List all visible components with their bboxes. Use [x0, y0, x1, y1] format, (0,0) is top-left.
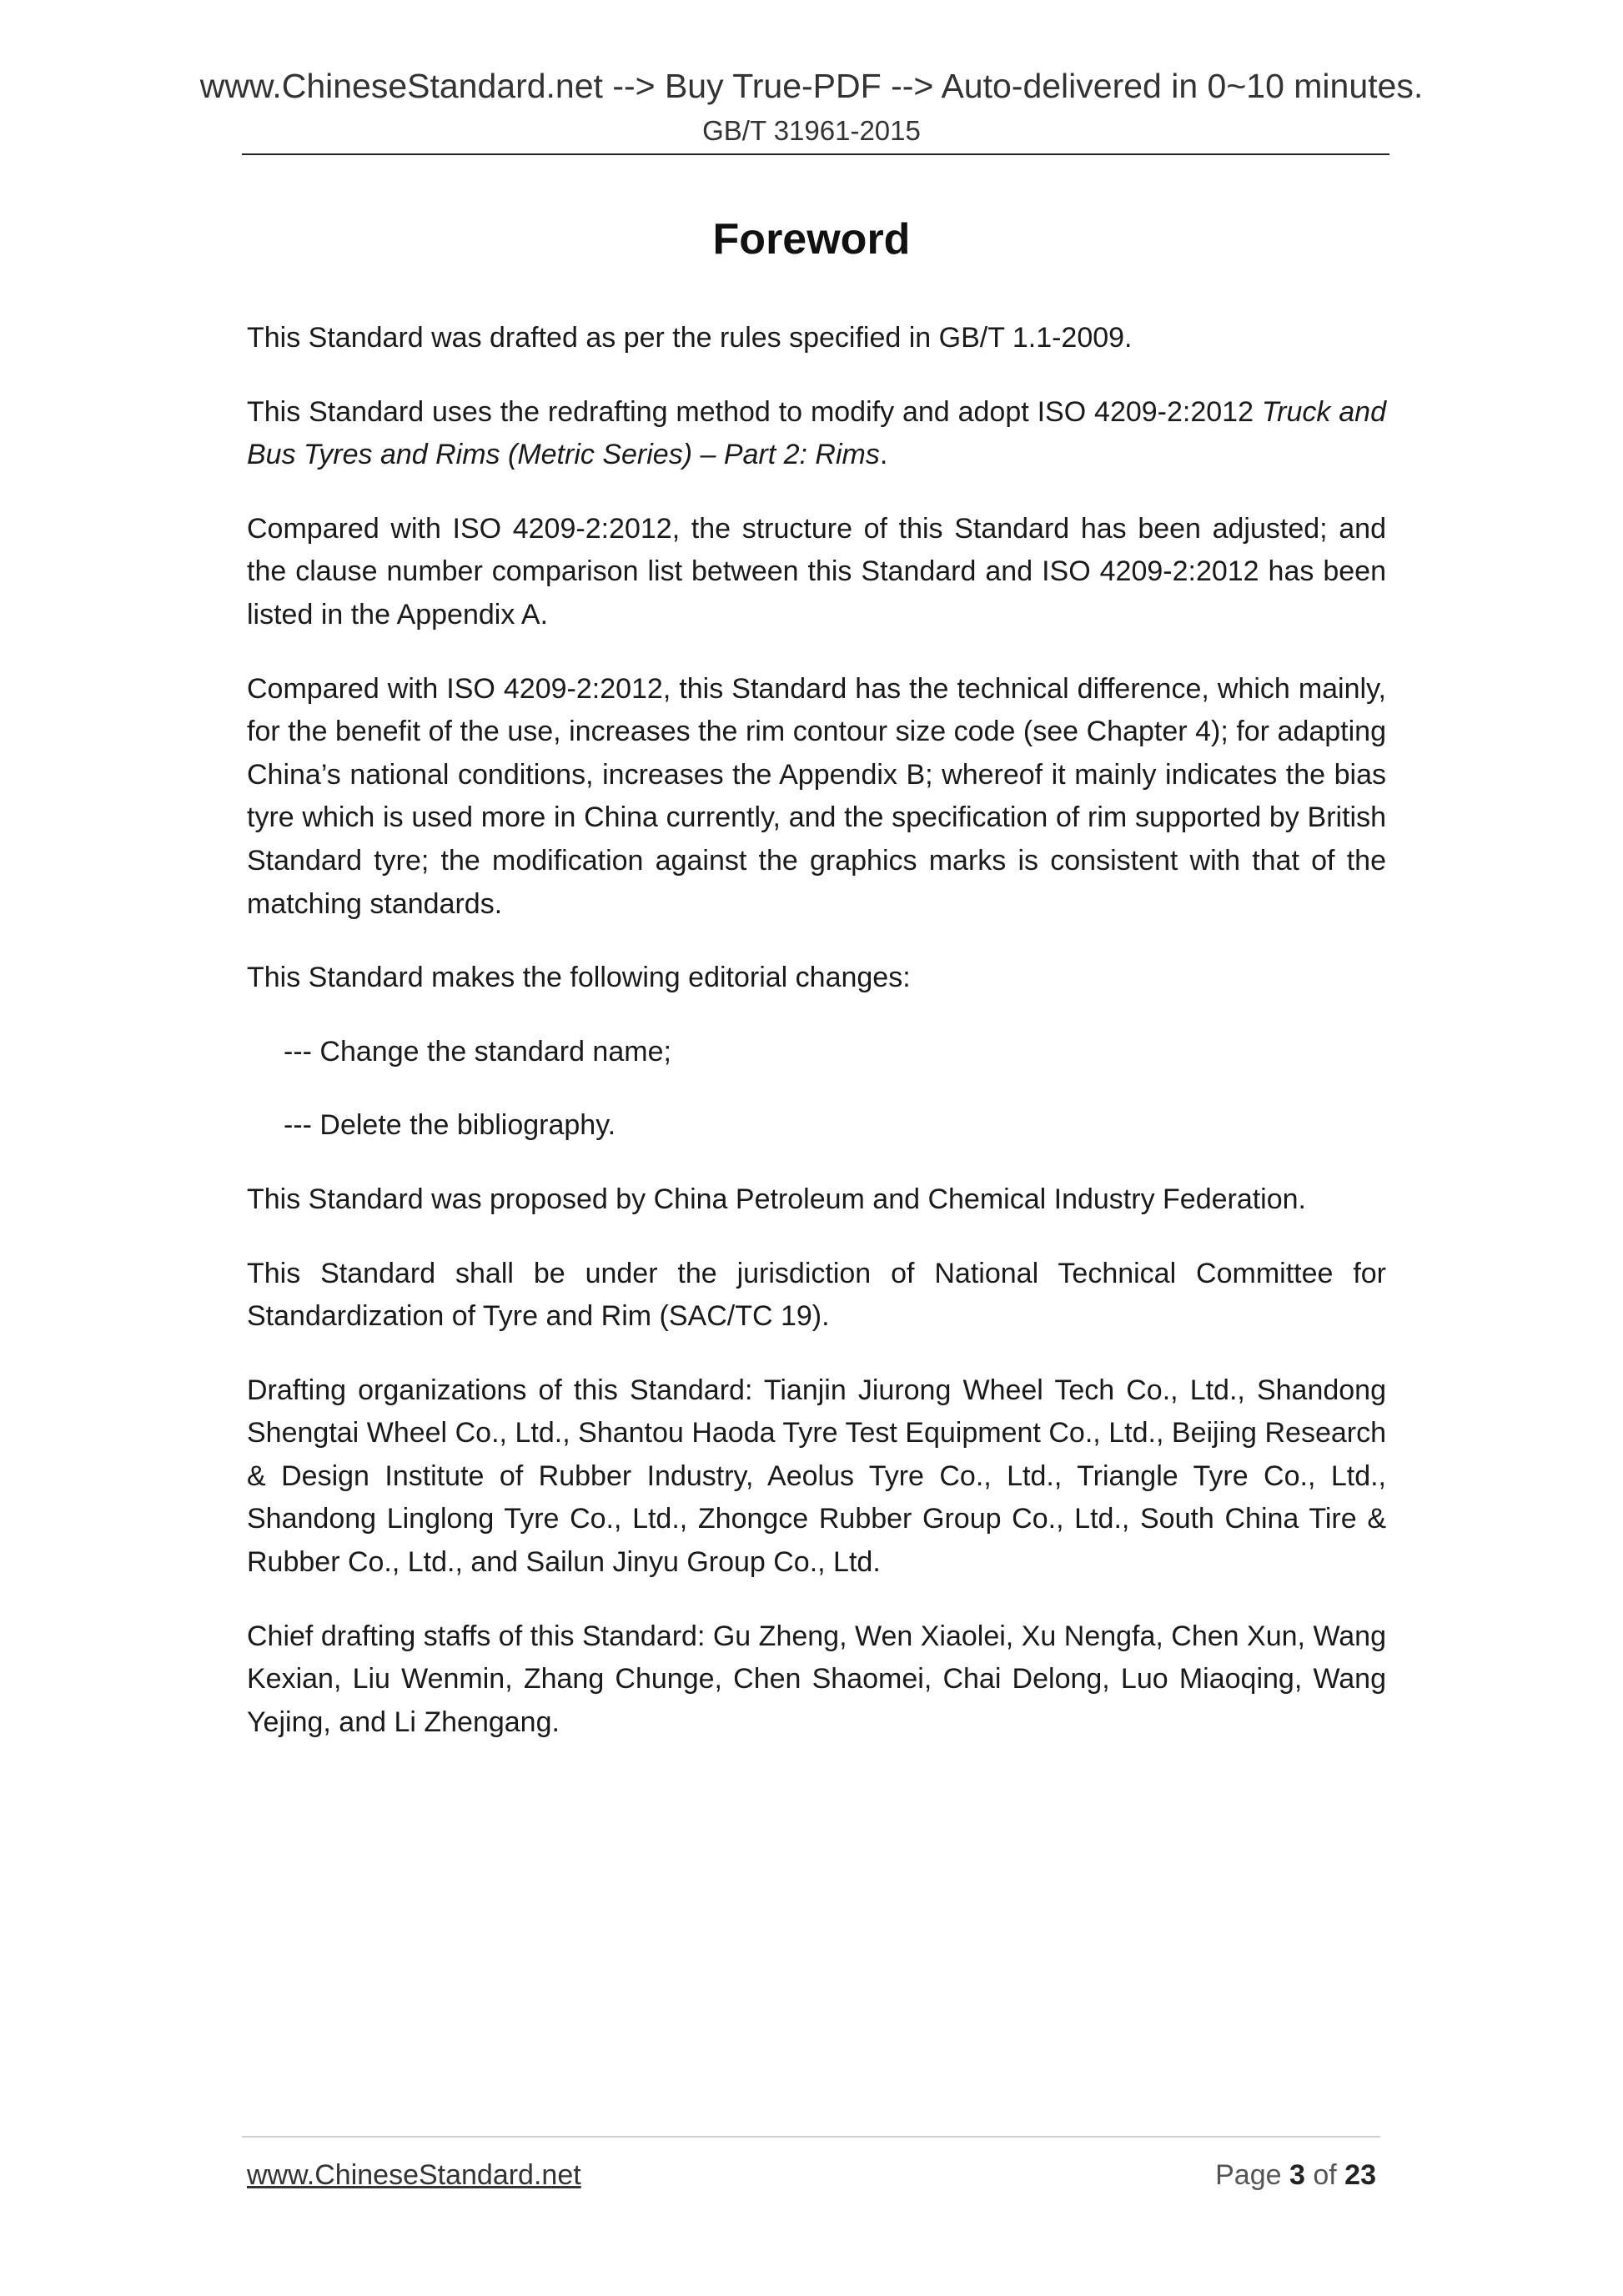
list-item-delete-bibliography: --- Delete the bibliography.	[284, 1109, 616, 1142]
paragraph-drafting-staff: Chief drafting staffs of this Standard: Gu Zheng, Wen Xiaolei, Xu Nengfa, Chen Xun, Wang Kexian, Liu Wenmin, Zhang Chunge, Chen Shaomei, Chai Delong, Luo Miaoqing, Wang Yejing, and Li Zhengang.	[247, 1620, 1386, 1738]
page-of: of	[1313, 2159, 1337, 2191]
list-item-change-name: --- Change the standard name;	[284, 1035, 671, 1068]
standard-code: GB/T 31961-2015	[702, 115, 921, 146]
page-number	[1215, 2157, 1376, 2193]
paragraph-jurisdiction: This Standard shall be under the jurisdiction of National Technical Committee for Standardization of Tyre and Rim (SAC/TC 19).	[247, 1257, 1386, 1333]
page-header	[0, 65, 1623, 148]
adoption-text: This Standard uses the redrafting method to modify and adopt ISO 4209-2:2012	[247, 395, 1262, 428]
paragraph-editorial-changes: This Standard makes the following editorial changes:	[247, 962, 911, 994]
footer-website-link[interactable]: www.ChineseStandard.net	[247, 2159, 581, 2191]
adoption-period: .	[879, 439, 888, 471]
foreword-body	[247, 317, 1386, 1775]
page-total: 23	[1344, 2159, 1376, 2191]
paragraph-technical-difference: Compared with ISO 4209-2:2012, this Standard has the technical difference, which mainly, for the benefit of the use, increases the rim contour size code (see Chapter 4); for adapting China’s national conditions, increases the Appendix B; whereof it mainly indicates the bias tyre which is used more in China currently, and the specification of rim supported by British Standard tyre; the modification against the graphics marks is consistent with that of the matching standards.	[247, 672, 1386, 920]
paragraph-drafting-rules: This Standard was drafted as per the rules specified in GB/T 1.1-2009.	[247, 322, 1133, 354]
header-divider	[242, 153, 1389, 155]
header-banner: www.ChineseStandard.net --> Buy True-PDF --> Auto-delivered in 0~10 minutes.	[199, 67, 1424, 105]
page-current: 3	[1289, 2159, 1305, 2191]
paragraph-structure: Compared with ISO 4209-2:2012, the structure of this Standard has been adjusted; and the clause number comparison list between this Standard and ISO 4209-2:2012 has been listed in the Appendix A.	[247, 512, 1386, 631]
adopted-standard-title: Truck and Bus Tyres and Rims (Metric Series) – Part 2: Rims	[247, 395, 1386, 471]
page-title: Foreword	[712, 215, 911, 264]
paragraph-proposed-by: This Standard was proposed by China Petroleum and Chemical Industry Federation.	[247, 1183, 1307, 1215]
footer-divider	[242, 2136, 1380, 2138]
page-word: Page	[1215, 2159, 1282, 2191]
paragraph-drafting-organizations: Drafting organizations of this Standard: Tianjin Jiurong Wheel Tech Co., Ltd., Shandong Shengtai Wheel Co., Ltd., Shantou Haoda Tyre Test Equipment Co., Ltd., Beijing Research & Design Institute of Rubber Industry, Aeolus Tyre Co., Ltd., Triangle Tyre Co., Ltd., Shandong Linglong Tyre Co., Ltd., Zhongce Rubber Group Co., Ltd., South China Tire & Rubber Co., Ltd., and Sailun Jinyu Group Co., Ltd.	[247, 1374, 1386, 1579]
paragraph-adoption	[247, 391, 1386, 477]
